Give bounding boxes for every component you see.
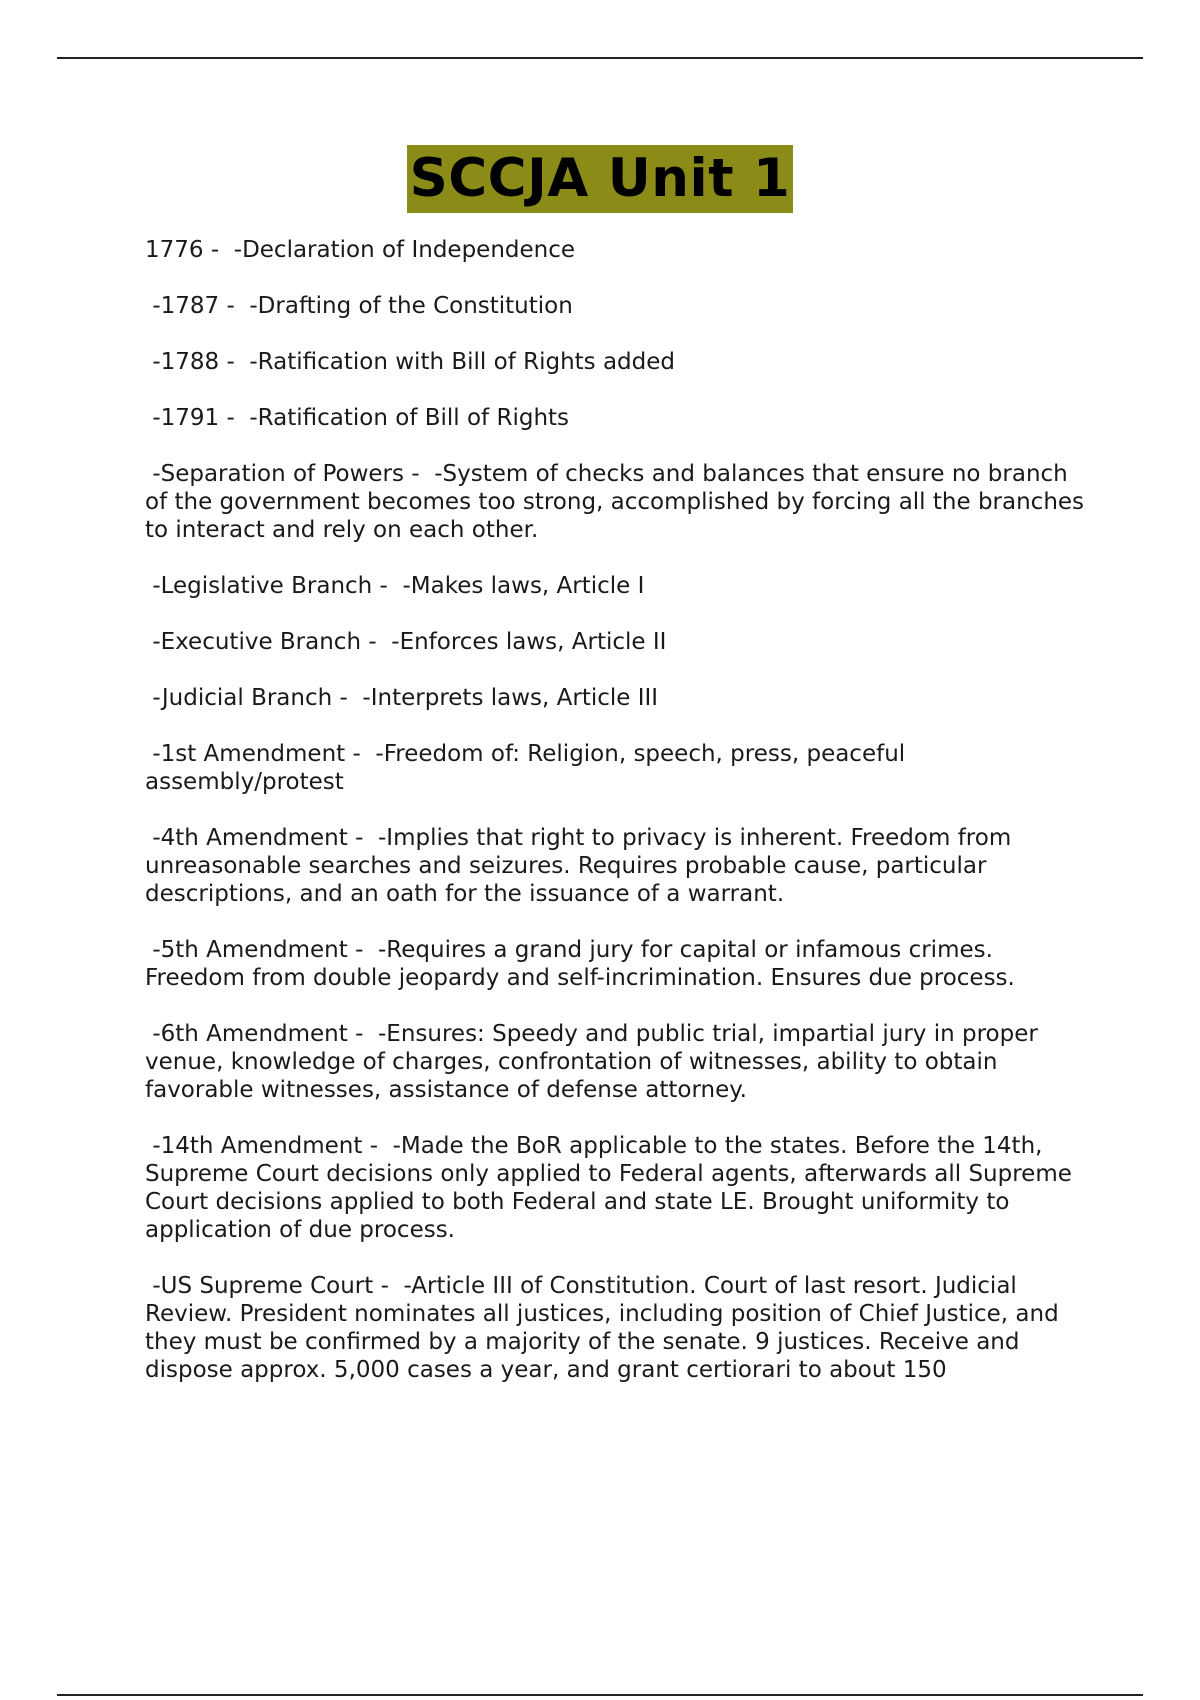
top-rule (57, 57, 1143, 59)
entry-ratification-1788: -1788 - -Ratification with Bill of Rights added (145, 349, 676, 375)
entry-14th-amendment: -14th Amendment - -Made the BoR applicable to the states. Before the 14th, Supreme Court decisions only applied to Federal agents, afterwards all Supreme Court decisions applied to both Federal and state LE. Brought uniformity to application of due process. (145, 1133, 1080, 1243)
entry-bill-of-rights-1791: -1791 - -Ratification of Bill of Rights (145, 405, 570, 431)
entry-separation-of-powers: -Separation of Powers - -System of checks and balances that ensure no branch of the government becomes too strong, accomplished by forcing all the branches to interact and rely on each other. (145, 461, 1092, 543)
document-title: SCCJA Unit 1 (407, 145, 794, 213)
entry-constitution-drafting: -1787 - -Drafting of the Constitution (145, 293, 573, 319)
title-block (0, 145, 1200, 213)
entry-executive-branch: -Executive Branch - -Enforces laws, Article II (145, 629, 667, 655)
bottom-rule (57, 1694, 1143, 1696)
entry-1st-amendment: -1st Amendment - -Freedom of: Religion, speech, press, peaceful assembly/protest (145, 741, 913, 795)
entry-list (145, 236, 1095, 1412)
entry-judicial-branch: -Judicial Branch - -Interprets laws, Article III (145, 685, 659, 711)
entry-declaration: 1776 - -Declaration of Independence (145, 237, 576, 263)
entry-us-supreme-court: -US Supreme Court - -Article III of Constitution. Court of last resort. Judicial Review. President nominates all justices, including position of Chief Justice, and they must be confirmed by a majority of the senate. 9 justices. Receive and dispose approx. 5,000 cases a year, and grant certiorari to about 150 (145, 1273, 1066, 1383)
entry-6th-amendment: -6th Amendment - -Ensures: Speedy and public trial, impartial jury in proper venue, knowledge of charges, confrontation of witnesses, ability to obtain favorable witnesses, assistance of defense attorney. (145, 1021, 1046, 1103)
entry-5th-amendment: -5th Amendment - -Requires a grand jury for capital or infamous crimes. Freedom from double jeopardy and self-incrimination. Ensures due process. (145, 937, 1015, 991)
entry-4th-amendment: -4th Amendment - -Implies that right to privacy is inherent. Freedom from unreasonable searches and seizures. Requires probable cause, particular descriptions, and an oath for the issuance of a warrant. (145, 825, 1019, 907)
entry-legislative-branch: -Legislative Branch - -Makes laws, Article I (145, 573, 645, 599)
